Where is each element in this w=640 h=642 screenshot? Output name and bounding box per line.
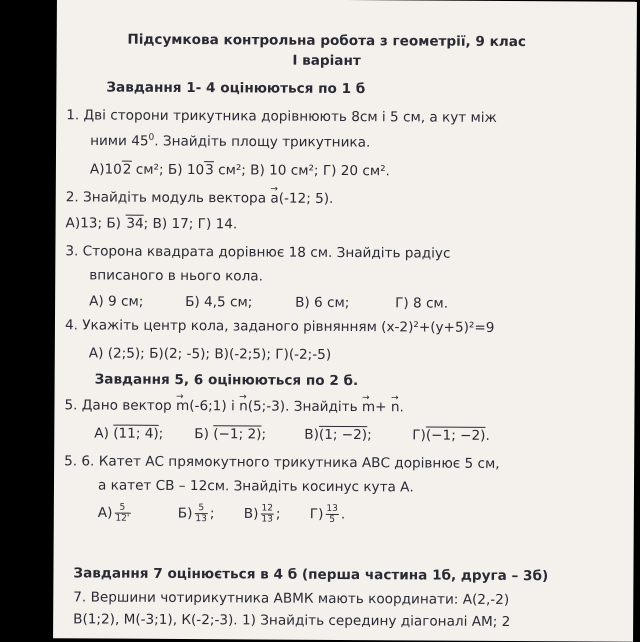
question-3-option-d: Г) 8 см. — [395, 295, 449, 312]
question-2: 2. Знайдіть модуль вектора → a(-12; 5). — [66, 188, 334, 208]
vector-a: → a — [270, 190, 278, 208]
question-7-line-2: В(1;2), М(-3;1), К(-2;-3). 1) Знайдіть середину діагоналі АМ; 2 — [73, 611, 511, 631]
question-6-option-a: А) $\frac{5}{12'}$ — [97, 502, 130, 524]
section-heading-3: Завдання 7 оцінюється в 4 б (перша частина 1б, друга – 3б) — [73, 565, 549, 585]
question-2-options: А)13; Б) 34; В) 17; Г) 14. — [65, 215, 238, 233]
section-heading-2: Завдання 5, 6 оцінюються по 2 б. — [94, 371, 359, 390]
question-5-option-b: Б) (−1; 2); — [194, 426, 267, 443]
question-3-option-b: Б) 4,5 см; — [185, 294, 253, 311]
question-3-line-1: 3. Сторона квадрата дорівнює 18 см. Знайдіть радіус — [65, 243, 451, 262]
worksheet-page — [53, 0, 637, 642]
question-1-options: А)102 см²; Б) 103 см²; В) 10 см²; Г) 20 см². — [89, 161, 390, 180]
question-7-line-1: 7. Вершини чотирикутника АВМК мають координати: А(2,-2) — [73, 589, 510, 609]
question-5-option-a: А) (11; 4); — [94, 425, 164, 442]
question-6-option-c: В) $\frac{12}{13}$ ; — [243, 503, 281, 525]
question-5-option-c: В)(1; −2); — [304, 426, 372, 444]
question-1-line-2: ними $45^0$. Знайдіть площу трикутника. — [90, 132, 371, 151]
circle-equation: (x-2)²+(y+5)²=9 — [381, 319, 495, 336]
question-4-options: А) (2;5); Б)(2; -5); В)(-2;5); Г)(-2;-5) — [88, 345, 332, 363]
question-6-option-b: Б) $\frac{5}{13}$ ; — [177, 503, 215, 525]
question-6-option-d: Г) $\frac{13}{5}$ . — [309, 503, 346, 525]
question-3-line-2: вписаного в нього кола. — [89, 267, 264, 285]
question-3-option-c: В) 6 см; — [295, 294, 350, 312]
question-1-line-1: 1. Дві сторони трикутника дорівнюють 8см і 5 см, а кут між — [66, 107, 497, 126]
question-4: 4. Укажіть центр кола, заданого рівнянням (x-2)²+(y+5)²=9 — [64, 317, 495, 336]
question-3-option-a: А) 9 см; — [89, 293, 144, 310]
variant-label: І варіант — [292, 52, 361, 70]
page-title: Підсумкова контрольна робота з геометрії, 9 клас — [127, 31, 527, 51]
question-5-option-d: Г)(−1; −2). — [412, 427, 490, 444]
question-5: 5. Дано вектор → m(-6;1) і → n(5;-3). Знайдіть → m+ → n. — [64, 396, 404, 416]
section-heading-1: Завдання 1- 4 оцінюються по 1 б — [106, 79, 366, 98]
question-6-line-2: а катет СВ – 12см. Знайдіть косинус кута А. — [97, 477, 414, 496]
question-6-line-1: 5. 6. Катет АС прямокутного трикутника АВС дорівнює 5 см, — [64, 453, 500, 472]
